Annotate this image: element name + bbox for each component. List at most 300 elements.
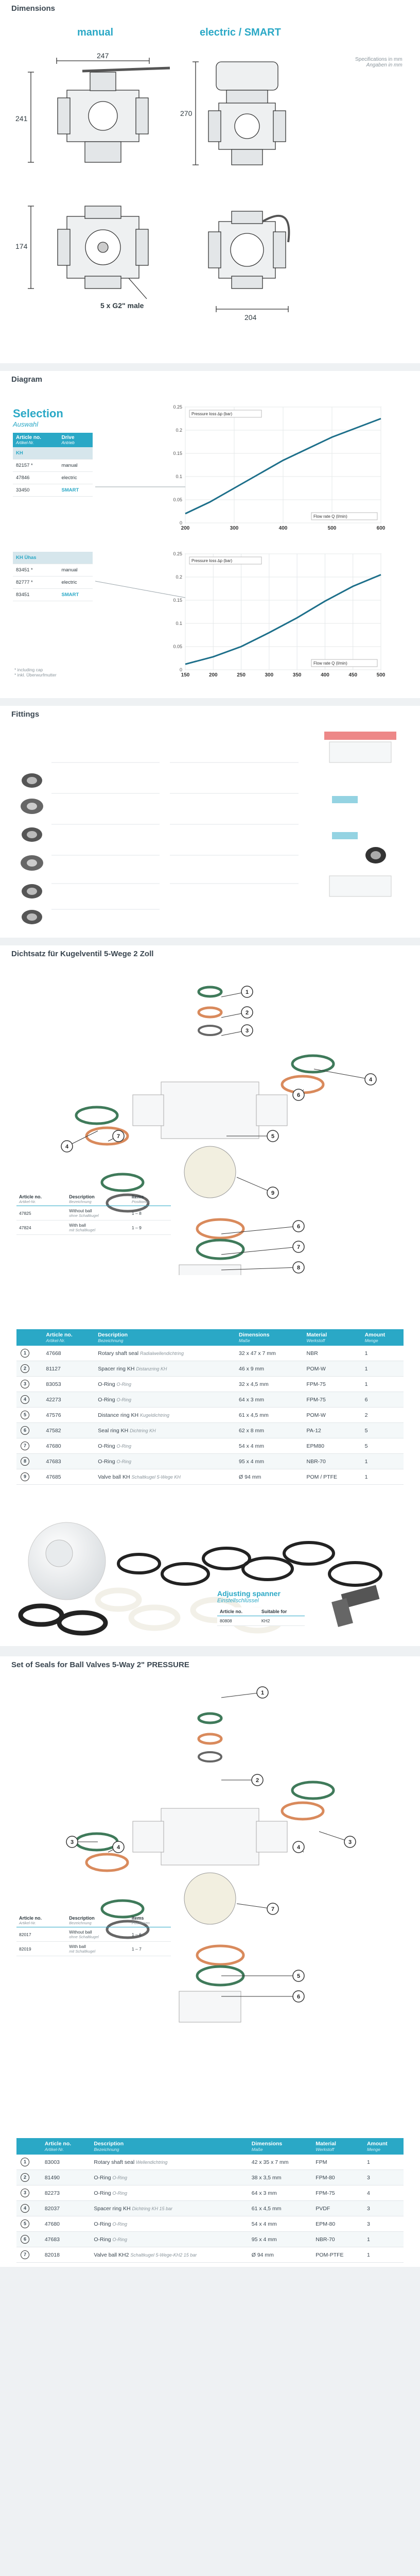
y-tick-label: 0.1 bbox=[176, 474, 182, 479]
position-number: 4 bbox=[116, 1844, 120, 1851]
desc-de: Radialwellendichtring bbox=[139, 1350, 184, 1356]
table-cell: EPM-80 bbox=[311, 2216, 363, 2232]
pressure-mini-table bbox=[16, 1914, 171, 1956]
table-cell: O-Ring O-Ring bbox=[94, 1377, 235, 1392]
section-title-pressure: Set of Seals for Ball Valves 5-Way 2" PRESSURE bbox=[11, 1660, 189, 1669]
table-cell: 4 bbox=[363, 2185, 404, 2201]
table-cell: 1 bbox=[361, 1377, 404, 1392]
table-cell: Ø 94 mm bbox=[235, 1469, 302, 1485]
table-cell: NBR-70 bbox=[311, 2232, 363, 2247]
position-badge: 3 bbox=[21, 1380, 29, 1388]
sel-no: 83451 * bbox=[13, 564, 58, 577]
mini-desc-de: ohne Schaltkugel bbox=[69, 1935, 99, 1939]
table-cell: O-Ring O-Ring bbox=[90, 2185, 247, 2201]
valve-housing bbox=[161, 1808, 259, 1865]
dim-204: 204 bbox=[244, 313, 257, 321]
x-tick-label: 300 bbox=[265, 672, 274, 678]
x-tick-label: 450 bbox=[348, 672, 358, 678]
x-axis-label: Flow rate Q (l/min) bbox=[313, 514, 347, 519]
table-cell: 81127 bbox=[42, 1361, 94, 1377]
table-cell: Spacer ring KH Dichtring KH 15 bar bbox=[90, 2201, 247, 2216]
valve-base bbox=[179, 1991, 241, 2022]
y-axis-label: Pressure loss ∆p (bar) bbox=[191, 558, 233, 563]
table-cell: FPM-80 bbox=[311, 2170, 363, 2185]
table-cell: 3 bbox=[363, 2201, 404, 2216]
sel-head-drive-en: Drive bbox=[61, 435, 75, 440]
position-badge: 6 bbox=[21, 1426, 29, 1435]
table-cell: 95 x 4 mm bbox=[248, 2232, 312, 2247]
table-header-de: Werkstoff bbox=[306, 1338, 325, 1343]
sel-head-drive-de: Antrieb bbox=[61, 440, 75, 445]
sel-drive: SMART bbox=[58, 589, 93, 601]
table-cell: 1 bbox=[363, 2232, 404, 2247]
position-badge: 9 bbox=[21, 1472, 29, 1481]
seal-ring bbox=[76, 1107, 117, 1124]
sel-footnote-en: * including cap bbox=[14, 667, 43, 672]
seal-kit-panel bbox=[0, 945, 420, 1646]
table-cell bbox=[16, 2247, 41, 2263]
manual-label: manual bbox=[77, 27, 114, 38]
mini-desc bbox=[66, 1206, 129, 1221]
table-cell: 42273 bbox=[42, 1392, 94, 1408]
mini-desc-de: mit Schaltkugel bbox=[69, 1228, 96, 1232]
table-cell: 1 bbox=[363, 2155, 404, 2170]
seal-ring bbox=[86, 1854, 128, 1871]
mini-head-en: Description bbox=[69, 1916, 95, 1921]
table-cell: 1 bbox=[361, 1346, 404, 1361]
table-cell: 47683 bbox=[42, 1454, 94, 1469]
table-header-cell bbox=[16, 2138, 41, 2155]
table-cell: NBR-70 bbox=[302, 1454, 360, 1469]
spanner-head-suitable: Suitable for bbox=[259, 1607, 305, 1616]
y-tick-label: 0.15 bbox=[173, 451, 182, 456]
mini-items: 1 – 8 bbox=[129, 1206, 171, 1221]
table-header-de: Werkstoff bbox=[316, 2147, 335, 2152]
desc-de: O-Ring bbox=[112, 2221, 128, 2227]
seal-photo-items bbox=[0, 1512, 420, 1646]
dimensions-panel bbox=[0, 0, 420, 363]
valve-housing bbox=[161, 1082, 259, 1139]
table-header-cell: Description Bezeichnung bbox=[90, 2138, 247, 2155]
mini-desc-en: Without ball bbox=[69, 1929, 92, 1935]
seal-ring bbox=[199, 1008, 221, 1017]
position-number: 6 bbox=[296, 1994, 301, 2000]
table-header-de: Bezeichnung bbox=[98, 1338, 124, 1343]
table-cell bbox=[16, 2216, 41, 2232]
pressure-parts-table bbox=[16, 2138, 404, 2263]
mini-head-en: Items bbox=[131, 1194, 144, 1199]
table-row bbox=[16, 1377, 404, 1392]
sel-footnote-de: * inkl. Überwurfmutter bbox=[14, 672, 57, 677]
table-header-de: Menge bbox=[364, 1338, 378, 1343]
mini-head-en: Items bbox=[131, 1916, 144, 1921]
table-header-cell: Description Bezeichnung bbox=[94, 1329, 235, 1346]
table-cell: FPM bbox=[311, 2155, 363, 2170]
table-cell: 81490 bbox=[41, 2170, 90, 2185]
table-header-cell: Dimensions Maße bbox=[248, 2138, 312, 2155]
pressure-loss-charts bbox=[0, 371, 420, 698]
spanner-for: KH2 bbox=[259, 1616, 305, 1626]
x-tick-label: 500 bbox=[327, 526, 337, 531]
x-tick-label: 150 bbox=[181, 672, 190, 678]
table-cell: 64 x 3 mm bbox=[248, 2185, 312, 2201]
table-cell: 82273 bbox=[41, 2185, 90, 2201]
table-cell: 61 x 4,5 mm bbox=[248, 2201, 312, 2216]
mini-desc-en: With ball bbox=[69, 1944, 86, 1949]
x-axis-label: Flow rate Q (l/min) bbox=[313, 661, 347, 666]
table-cell: 1 bbox=[363, 2247, 404, 2263]
x-tick-label: 200 bbox=[208, 672, 218, 678]
table-cell: 32 x 4,5 mm bbox=[235, 1377, 302, 1392]
table-header-cell: Article no. Artikel-Nr. bbox=[41, 2138, 90, 2155]
table-cell: Valve ball KH2 Schaltkugel 5-Wege-KH2 15 bar bbox=[90, 2247, 247, 2263]
exploded-view-pressure bbox=[0, 1677, 420, 2027]
selection-title-en: Selection bbox=[13, 407, 63, 420]
sel-drive: manual bbox=[58, 564, 93, 577]
sel-head-article-en: Article no. bbox=[16, 435, 41, 440]
desc-de: Distanzring KH bbox=[136, 1366, 167, 1371]
mini-head bbox=[66, 1914, 129, 1927]
table-cell: 3 bbox=[363, 2170, 404, 2185]
sel-no: 82157 * bbox=[13, 460, 58, 472]
kit-mini-table bbox=[16, 1193, 171, 1235]
y-tick-label: 0.25 bbox=[173, 551, 182, 556]
table-cell: 54 x 4 mm bbox=[248, 2216, 312, 2232]
dim-241: 241 bbox=[15, 114, 28, 123]
desc-de: Kugeldichtring bbox=[139, 1412, 170, 1418]
table-row bbox=[16, 1408, 404, 1423]
table-header-de: Artikel-Nr. bbox=[46, 1338, 65, 1343]
mini-head bbox=[16, 1193, 66, 1206]
position-badge: 1 bbox=[21, 1349, 29, 1358]
table-row bbox=[16, 1438, 404, 1454]
dim-270: 270 bbox=[180, 109, 192, 117]
y-tick-label: 0 bbox=[179, 667, 182, 672]
connector-line bbox=[95, 581, 185, 598]
mini-head bbox=[129, 1193, 171, 1206]
mini-items: 1 – 6 bbox=[129, 1927, 171, 1942]
position-number: 7 bbox=[296, 1244, 301, 1250]
seal-ring bbox=[199, 1714, 221, 1723]
table-cell: 54 x 4 mm bbox=[235, 1438, 302, 1454]
sel-no: 83451 bbox=[13, 589, 58, 601]
diagram-panel bbox=[0, 371, 420, 698]
leader-line bbox=[221, 1226, 299, 1234]
seal-ring bbox=[292, 1056, 334, 1072]
y-tick-label: 0.05 bbox=[173, 497, 182, 502]
table-cell bbox=[16, 2201, 41, 2216]
valve-port bbox=[133, 1821, 164, 1852]
x-tick-label: 350 bbox=[292, 672, 302, 678]
table-cell bbox=[16, 2232, 41, 2247]
mini-row bbox=[16, 1221, 171, 1235]
table-header-cell: Material Werkstoff bbox=[302, 1329, 360, 1346]
valve-ball bbox=[184, 1873, 236, 1924]
sel-drive: electric bbox=[58, 472, 93, 484]
desc-de: O-Ring bbox=[112, 2175, 128, 2180]
mini-head bbox=[66, 1193, 129, 1206]
position-number: 6 bbox=[296, 1224, 301, 1230]
seal-ring bbox=[199, 1734, 221, 1743]
spec-note-de: Angaben in mm bbox=[366, 62, 402, 68]
table-cell: 1 bbox=[361, 1361, 404, 1377]
position-number: 7 bbox=[271, 1906, 275, 1912]
table-row bbox=[16, 2247, 404, 2263]
table-cell: 82018 bbox=[41, 2247, 90, 2263]
mini-items: 1 – 7 bbox=[129, 1942, 171, 1956]
mini-head bbox=[129, 1914, 171, 1927]
chart-frame bbox=[185, 554, 381, 670]
y-tick-label: 0.1 bbox=[176, 621, 182, 626]
sel-group-2: KH Ühas bbox=[13, 552, 93, 564]
position-badge: 5 bbox=[21, 1411, 29, 1419]
table-cell: O-Ring O-Ring bbox=[94, 1438, 235, 1454]
spanner-row bbox=[217, 1616, 305, 1626]
x-tick-label: 300 bbox=[230, 526, 239, 531]
table-cell: 47683 bbox=[41, 2232, 90, 2247]
mini-row bbox=[16, 1206, 171, 1221]
table-cell bbox=[16, 1377, 42, 1392]
table-header-de: Bezeichnung bbox=[94, 2147, 119, 2152]
position-number: 4 bbox=[369, 1077, 373, 1083]
table-cell bbox=[16, 1361, 42, 1377]
table-cell: FPM-75 bbox=[302, 1377, 360, 1392]
desc-de: O-Ring bbox=[112, 2190, 128, 2196]
position-badge: 2 bbox=[21, 2173, 29, 2182]
table-cell: FPM-75 bbox=[311, 2185, 363, 2201]
table-cell: POM-W bbox=[302, 1408, 360, 1423]
table-cell: 2 bbox=[361, 1408, 404, 1423]
table-cell bbox=[16, 2170, 41, 2185]
mini-head-en: Description bbox=[69, 1194, 95, 1199]
table-cell: 32 x 47 x 7 mm bbox=[235, 1346, 302, 1361]
table-cell: 47680 bbox=[42, 1438, 94, 1454]
mini-head-de: Artikel-Nr. bbox=[19, 1199, 37, 1204]
sel-drive: manual bbox=[58, 460, 93, 472]
table-cell: PVDF bbox=[311, 2201, 363, 2216]
position-number: 3 bbox=[70, 1839, 74, 1845]
spec-note-en: Specifications in mm bbox=[355, 57, 402, 62]
position-number: 1 bbox=[245, 989, 249, 995]
seal-ring bbox=[197, 1946, 243, 1964]
electric-label: electric / SMART bbox=[200, 27, 281, 38]
position-number: 3 bbox=[245, 1028, 249, 1034]
seal-ring bbox=[102, 1174, 143, 1191]
desc-de: O-Ring bbox=[116, 1397, 131, 1402]
table-cell bbox=[16, 2155, 41, 2170]
spanner-no: 80808 bbox=[217, 1616, 259, 1626]
position-number: 4 bbox=[296, 1844, 301, 1851]
table-cell: Seal ring KH Dichtring KH bbox=[94, 1423, 235, 1438]
table-row bbox=[16, 2155, 404, 2170]
table-cell: PA-12 bbox=[302, 1423, 360, 1438]
mini-desc bbox=[66, 1942, 129, 1956]
fitting-thumbnails bbox=[21, 773, 43, 924]
desc-de: O-Ring bbox=[116, 1459, 131, 1464]
desc-de: Schaltkugel 5-Wege-KH2 15 bar bbox=[130, 2252, 197, 2258]
table-cell: 38 x 3,5 mm bbox=[248, 2170, 312, 2185]
section-title-diagram: Diagram bbox=[11, 375, 43, 384]
mini-row bbox=[16, 1942, 171, 1956]
table-cell bbox=[16, 1408, 42, 1423]
position-number: 2 bbox=[255, 1777, 259, 1784]
table-cell: O-Ring O-Ring bbox=[90, 2232, 247, 2247]
valve-port bbox=[133, 1095, 164, 1126]
seal-ring bbox=[282, 1076, 323, 1093]
position-badge: 5 bbox=[21, 2219, 29, 2228]
valve-port bbox=[256, 1095, 287, 1126]
table-header-de: Menge bbox=[366, 2147, 380, 2152]
dimension-drawings bbox=[0, 0, 420, 363]
spanner-title-de: Einstellschlüssel bbox=[217, 1598, 259, 1604]
table-cell: 5 bbox=[361, 1423, 404, 1438]
x-tick-label: 400 bbox=[321, 672, 329, 678]
table-cell: 82037 bbox=[41, 2201, 90, 2216]
sel-no: 82777 * bbox=[13, 577, 58, 589]
table-cell: 83053 bbox=[42, 1377, 94, 1392]
position-badge: 1 bbox=[21, 2158, 29, 2166]
table-header-cell: Article no. Artikel-Nr. bbox=[42, 1329, 94, 1346]
table-cell: Distance ring KH Kugeldichtring bbox=[94, 1408, 235, 1423]
table-cell bbox=[16, 1346, 42, 1361]
table-cell: EPM80 bbox=[302, 1438, 360, 1454]
table-header-cell bbox=[16, 1329, 42, 1346]
mini-desc bbox=[66, 1221, 129, 1235]
table-row bbox=[16, 1469, 404, 1485]
table-cell: 47680 bbox=[41, 2216, 90, 2232]
seal-kit-parts-table bbox=[16, 1329, 404, 1485]
seal-ring bbox=[199, 987, 221, 996]
mini-desc-en: Without ball bbox=[69, 1208, 92, 1213]
position-badge: 7 bbox=[21, 1442, 29, 1450]
mini-head-en: Article no. bbox=[19, 1916, 42, 1921]
mini-desc-de: ohne Schaltkugel bbox=[69, 1213, 99, 1218]
position-badge: 4 bbox=[21, 1395, 29, 1404]
table-cell bbox=[16, 1454, 42, 1469]
table-row bbox=[16, 1423, 404, 1438]
position-number: 1 bbox=[260, 1690, 265, 1696]
table-cell: 3 bbox=[363, 2216, 404, 2232]
table-row bbox=[16, 2216, 404, 2232]
table-row bbox=[16, 1346, 404, 1361]
table-header-de: Maße bbox=[251, 2147, 263, 2152]
table-cell: 47582 bbox=[42, 1423, 94, 1438]
mini-row bbox=[16, 1927, 171, 1942]
selection-title-de: Auswahl bbox=[13, 420, 39, 428]
table-cell: O-Ring O-Ring bbox=[90, 2216, 247, 2232]
table-cell: Rotary shaft seal Wellendichtring bbox=[90, 2155, 247, 2170]
y-tick-label: 0 bbox=[179, 520, 182, 526]
table-cell: POM-PTFE bbox=[311, 2247, 363, 2263]
seal-ring bbox=[292, 1782, 334, 1799]
desc-de: Schaltkugel 5-Wege KH bbox=[131, 1474, 181, 1480]
table-cell bbox=[16, 1469, 42, 1485]
table-cell: POM-W bbox=[302, 1361, 360, 1377]
seal-ring bbox=[197, 1219, 243, 1238]
y-tick-label: 0.2 bbox=[176, 574, 182, 580]
section-title-dimensions: Dimensions bbox=[11, 4, 56, 13]
section-title-fittings: Fittings bbox=[11, 710, 40, 719]
thread-label: 5 x G2" male bbox=[100, 301, 144, 310]
table-cell: 5 bbox=[361, 1438, 404, 1454]
table-cell bbox=[16, 1423, 42, 1438]
valve-ball bbox=[184, 1146, 236, 1198]
table-cell: Rotary shaft seal Radialwellendichtring bbox=[94, 1346, 235, 1361]
position-badge: 3 bbox=[21, 2189, 29, 2197]
mini-head-de: Bezeichnung bbox=[69, 1921, 92, 1925]
leader-line bbox=[314, 1069, 371, 1079]
mini-desc-de: mit Schaltkugel bbox=[69, 1949, 96, 1954]
x-tick-label: 250 bbox=[237, 672, 246, 678]
table-cell: POM / PTFE bbox=[302, 1469, 360, 1485]
position-number: 7 bbox=[116, 1133, 120, 1140]
mini-items: 1 – 9 bbox=[129, 1221, 171, 1235]
position-badge: 8 bbox=[21, 1457, 29, 1466]
leader-line bbox=[221, 1247, 299, 1255]
sel-head-article-de: Artikel-Nr. bbox=[16, 440, 34, 445]
y-tick-label: 0.05 bbox=[173, 644, 182, 649]
position-number: 4 bbox=[65, 1144, 69, 1150]
fittings-illustration bbox=[0, 706, 420, 938]
spanner-title-en: Adjusting spanner bbox=[217, 1589, 281, 1598]
position-number: 6 bbox=[296, 1092, 301, 1098]
table-row bbox=[16, 1392, 404, 1408]
table-row bbox=[16, 2185, 404, 2201]
position-number: 3 bbox=[348, 1839, 352, 1845]
table-cell: O-Ring O-Ring bbox=[90, 2170, 247, 2185]
table-cell: Valve ball KH Schaltkugel 5-Wege KH bbox=[94, 1469, 235, 1485]
position-badge: 7 bbox=[21, 2250, 29, 2259]
table-cell: 47576 bbox=[42, 1408, 94, 1423]
spanner-head-article: Article no. bbox=[217, 1607, 259, 1616]
position-number: 5 bbox=[296, 1973, 301, 1979]
x-tick-label: 400 bbox=[278, 526, 288, 531]
mini-no: 82019 bbox=[16, 1942, 66, 1956]
y-tick-label: 0.2 bbox=[176, 428, 182, 433]
mini-head-de: Positionen bbox=[131, 1921, 150, 1925]
sel-group-1: KH bbox=[13, 447, 93, 460]
spanner-table bbox=[217, 1607, 305, 1626]
position-badge: 2 bbox=[21, 1364, 29, 1373]
table-cell: 83003 bbox=[41, 2155, 90, 2170]
table-cell: 62 x 8 mm bbox=[235, 1423, 302, 1438]
mini-desc bbox=[66, 1927, 129, 1942]
y-tick-label: 0.25 bbox=[173, 404, 182, 410]
table-cell: 1 bbox=[361, 1454, 404, 1469]
table-cell: 6 bbox=[361, 1392, 404, 1408]
seal-ring bbox=[199, 1752, 221, 1761]
table-header-cell: Amount Menge bbox=[361, 1329, 404, 1346]
table-cell: FPM-75 bbox=[302, 1392, 360, 1408]
dim-247: 247 bbox=[97, 52, 109, 60]
table-cell: 61 x 4,5 mm bbox=[235, 1408, 302, 1423]
desc-de: O-Ring bbox=[116, 1381, 131, 1387]
table-cell bbox=[16, 2185, 41, 2201]
x-tick-label: 500 bbox=[376, 672, 386, 678]
desc-de: O-Ring bbox=[116, 1443, 131, 1449]
sel-no: 47846 bbox=[13, 472, 58, 484]
table-cell: 47685 bbox=[42, 1469, 94, 1485]
mini-head-de: Bezeichnung bbox=[69, 1199, 92, 1204]
table-cell: NBR bbox=[302, 1346, 360, 1361]
table-cell bbox=[16, 1392, 42, 1408]
mini-no: 47824 bbox=[16, 1221, 66, 1235]
table-header-cell: Dimensions Maße bbox=[235, 1329, 302, 1346]
table-row bbox=[16, 2170, 404, 2185]
y-axis-label: Pressure loss ∆p (bar) bbox=[191, 412, 233, 416]
table-header-cell: Amount Menge bbox=[363, 2138, 404, 2155]
valve-base bbox=[179, 1265, 241, 1275]
